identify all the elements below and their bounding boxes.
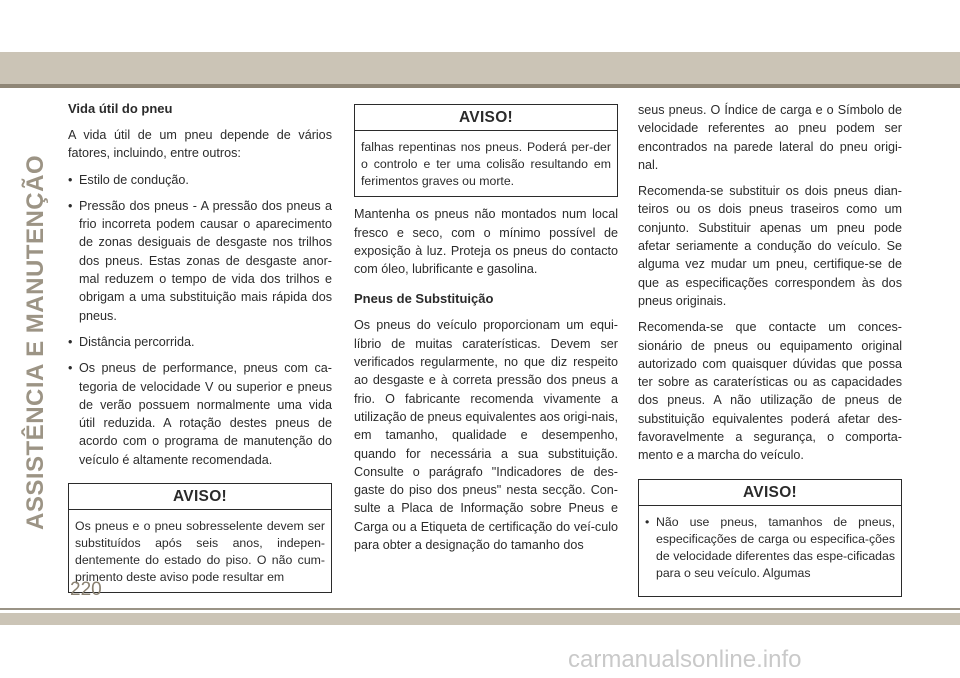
pairs-paragraph: Recomenda-se substituir os dois pneus dian-teiros ou os dois pneus traseiros como um conjunto. Substituir apenas um pneu pode afetar seriamente a condução do veículo. Se alguma vez mudar um pneu, certifique-se de que as especificações correspondem às dos pneus originais. <box>638 184 902 308</box>
column-3 <box>638 101 902 597</box>
warning-box <box>638 479 902 597</box>
list-item: • Não use pneus, tamanhos de pneus, especificações de carga ou especifica-ções de velocidade diferentes das espe-cificadas para o seu veículo. Algumas <box>645 514 895 580</box>
footer-rule <box>0 608 960 610</box>
heading-tyre-life: Vida útil do pneu <box>68 101 173 116</box>
column-1 <box>68 100 332 593</box>
page-number: 220 <box>70 579 102 600</box>
footer-band <box>0 613 960 625</box>
list-item: • Distância percorrida. <box>68 334 195 349</box>
section-side-title: ASSISTÊNCIA E MANUTENÇÃO <box>22 154 49 530</box>
warning-title: AVISO! <box>639 480 901 506</box>
header-band <box>0 52 960 84</box>
warning-title: AVISO! <box>69 484 331 510</box>
replacement-paragraph: Os pneus do veículo proporcionam um equi-líbrio de muitas caraterísticas. Devem ser verificados regularmente, no que diz respeito ao desgaste e à correta pressão dos pneus a frio. O fabricante recomenda vivamente a utilização de pneus equivalentes aos origi-nais, em tamanho, qualidade e desempenho, quando for necessária a sua substituição. Consulte o parágrafo "Indicadores de des-gaste do piso dos pneus" nesta secção. Con-sulte a Placa de Informação sobre Pneus e Carga ou a Etiqueta de certificação do veí-culo para obter a designação do tamanho dos <box>354 318 618 553</box>
warning-text <box>639 506 901 596</box>
intro-paragraph: A vida útil de um pneu depende de vários fatores, incluindo, entre outros: <box>68 128 332 161</box>
list-item: • Estilo de condução. <box>68 172 189 187</box>
list-item: • Pressão dos pneus - A pressão dos pneus a frio incorreta podem causar o aparecimento de zonas desiguais de desgaste nos trilhos dos pneus. Estas zonas de desgaste anor-mal reduzem o tempo de vida dos trilhos e obrigam a uma substituição mais rápida dos pneus. <box>68 198 332 323</box>
header-rule <box>0 84 960 88</box>
storage-paragraph: Mantenha os pneus não montados num local fresco e seco, com o mínimo possível de exposição à luz. Proteja os pneus do contacto com óleo, lubrificante e gasolina. <box>354 207 618 277</box>
warning-box-continued <box>354 104 618 197</box>
column-2 <box>354 104 618 562</box>
warning-text: falhas repentinas nos pneus. Poderá per-der o controlo e ter uma colisão resultando em ferimentos graves ou morte. <box>361 140 611 189</box>
factors-list <box>68 171 332 469</box>
heading-replacement-tyres: Pneus de Substituição <box>354 291 494 307</box>
warning-list <box>645 514 895 582</box>
dealer-paragraph: Recomenda-se que contacte um conces-sionário de pneus ou equipamento original autorizado com quaisquer dúvidas que possa ter sobre as caraterísticas ou as capacidades dos pneus. A não utilização de pneus de substituição equivalentes poderá afetar des-favoravelmente a segurança, o comporta-mento e a marcha do veículo. <box>638 320 902 463</box>
load-index-paragraph: seus pneus. O Índice de carga e o Símbolo de velocidade referentes ao pneu podem ser encontrados na parede lateral do pneu origi-nal. <box>638 103 902 172</box>
warning-text: Os pneus e o pneu sobresselente devem ser substituídos após seis anos, indepen-dentemente do estado do piso. O não cum-primento deste aviso pode resultar em <box>75 519 325 585</box>
list-item: • Os pneus de performance, pneus com ca-tegoria de velocidade V ou superior e pneus de verão possuem normalmente uma vida útil reduzida. A rotação destes pneus de acordo com o programa de manutenção do veículo é altamente recomendada. <box>68 361 332 467</box>
watermark: carmanualsonline.info <box>568 646 802 673</box>
warning-box <box>68 483 332 593</box>
warning-title: AVISO! <box>355 105 617 131</box>
